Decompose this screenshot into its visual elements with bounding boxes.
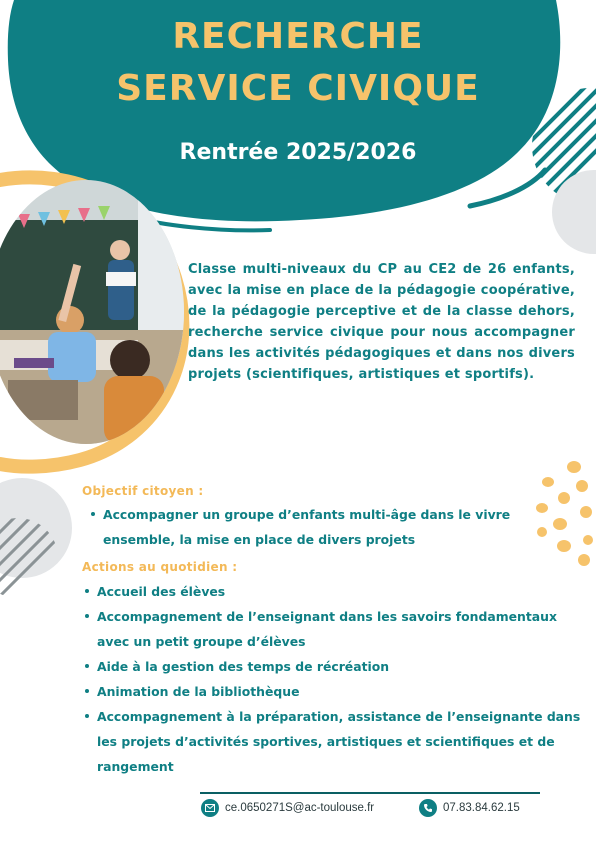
- list-item: Accompagner un groupe d’enfants multi-âge dans le vivre ensemble, la mise en place de divers projets: [88, 502, 582, 552]
- title-line-1: RECHERCHE: [172, 16, 424, 57]
- actions-title: Actions au quotidien :: [82, 560, 238, 574]
- decor-striped-circle-top: [528, 84, 596, 254]
- list-item: Animation de la bibliothèque: [82, 679, 582, 704]
- actions-section: [82, 560, 582, 779]
- list-item: Aide à la gestion des temps de récréation: [82, 654, 582, 679]
- list-item: Accompagnement à la préparation, assistance de l’enseignante dans les projets d’activités sportives, artistiques et scientifiques et de rangement: [82, 704, 582, 779]
- email-icon: [201, 799, 219, 817]
- decor-striped-circle-bottom: [0, 476, 80, 596]
- footer-divider: [200, 792, 540, 794]
- list-item: Accompagnement de l’enseignant dans les savoirs fondamentaux avec un petit groupe d’élèves: [82, 604, 582, 654]
- intro-paragraph: Classe multi-niveaux du CP au CE2 de 26 enfants, avec la mise en place de la pédagogie coopérative, de la pédagogie perceptive et de la classe dehors, recherche service civique pour nous accompagner dans les activités pédagogiques et dans nos divers projets (scientifiques, artistiques et sportifs).: [188, 262, 575, 382]
- email-contact[interactable]: [201, 799, 374, 817]
- title-line-2: SERVICE CIVIQUE: [116, 68, 480, 109]
- objectif-title: Objectif citoyen :: [82, 484, 204, 498]
- phone-icon: [419, 799, 437, 817]
- subtitle: Rentrée 2025/2026: [179, 140, 417, 165]
- phone-text: 07.83.84.62.15: [443, 802, 520, 814]
- email-text: ce.0650271S@ac-toulouse.fr: [225, 802, 375, 814]
- phone-contact[interactable]: [419, 799, 520, 817]
- objectif-section: [82, 484, 582, 552]
- list-item: Accueil des élèves: [82, 579, 582, 604]
